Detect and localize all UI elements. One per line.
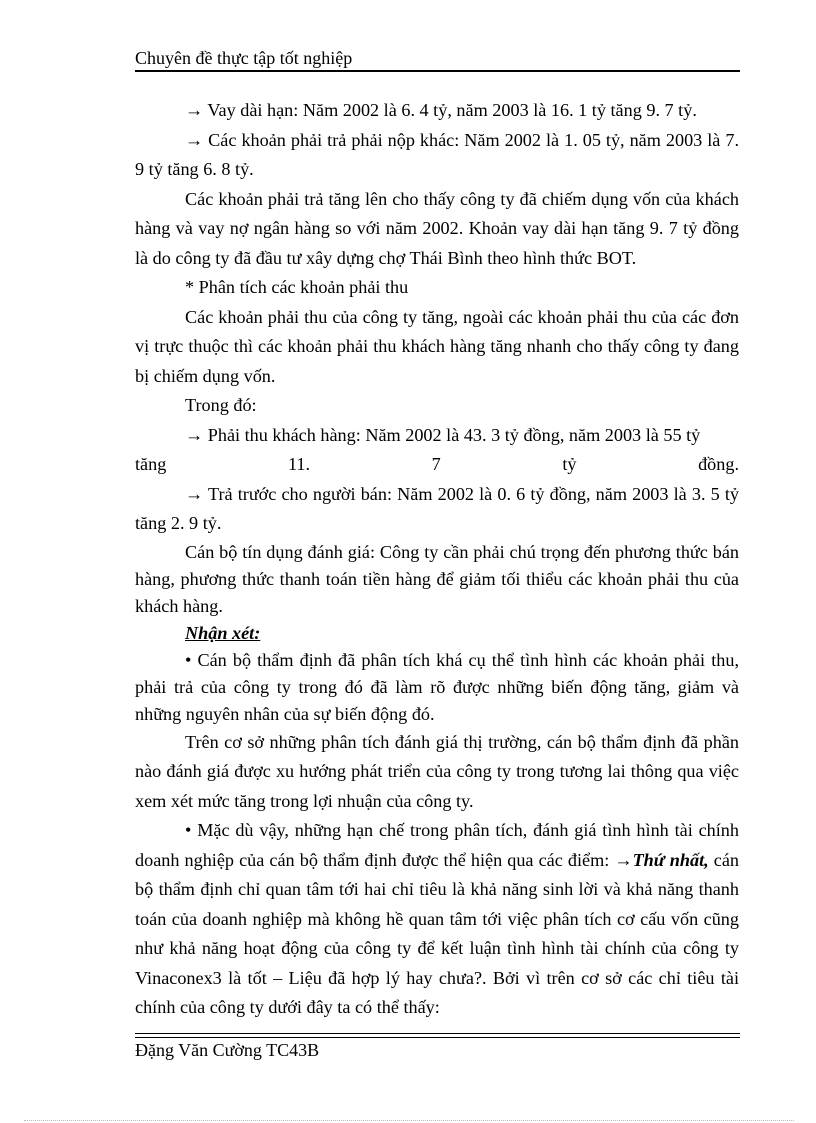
thu-nhat-label: →Thứ nhất,	[614, 849, 709, 870]
paragraph-other-payables: → Các khoản phải trả phải nộp khác: Năm 2002 là 1. 05 tỷ, năm 2003 là 7. 9 tỷ tăng 6. 8 tỷ.	[135, 129, 739, 179]
paragraph-bullet-1: • Cán bộ thẩm định đã phân tích khá cụ thể tình hình các khoản phải thu, phải trả của công ty trong đó đã làm rõ được những biến động tăng, giảm và những nguyên nhân của sự biến động đó.	[135, 649, 739, 724]
paragraph-customer-receivables-cont	[135, 450, 739, 480]
word: tăng	[135, 454, 167, 474]
footer-rule-bottom	[135, 1037, 740, 1038]
paragraph-limitations	[135, 816, 739, 1023]
document-body	[135, 96, 739, 1023]
paragraph-customer-receivables: → Phải thu khách hàng: Năm 2002 là 43. 3 tỷ đồng, năm 2003 là 55 tỷ	[185, 424, 701, 445]
word: tỷ	[562, 454, 577, 474]
header-title: Chuyên đề thực tập tốt nghiệp	[135, 48, 353, 68]
nhan-xet-heading: Nhận xét:	[185, 622, 261, 643]
paragraph-receivables-analysis: Các khoản phải thu của công ty tăng, ngoài các khoản phải thu của các đơn vị trực thuộc thì các khoản phải thu khách hàng tăng nhanh cho thấy công ty đang bị chiếm dụng vốn.	[135, 306, 739, 386]
paragraph-market-analysis: Trên cơ sở những phân tích đánh giá thị trường, cán bộ thẩm định đã phần nào đánh giá được xu hướng phát triển của công ty trong tương lai thông qua việc xem xét mức tăng trong lợi nhuận của công ty.	[135, 731, 739, 811]
word: 7	[431, 454, 441, 474]
paragraph-payables-analysis: Các khoản phải trả tăng lên cho thấy công ty đã chiếm dụng vốn của khách hàng và vay nợ ngân hàng so với năm 2002. Khoản vay dài hạn tăng 9. 7 tỷ đồng là do công ty đã đầu tư xây dựng chợ Thái Bình theo hình thức BOT.	[135, 188, 739, 268]
paragraph-prepayment: → Trả trước cho người bán: Năm 2002 là 0. 6 tỷ đồng, năm 2003 là 3. 5 tỷ tăng 2. 9 tỷ.	[135, 483, 739, 533]
footer-author: Đặng Văn Cường TC43B	[135, 1040, 320, 1060]
paragraph-receivables-heading: * Phân tích các khoản phải thu	[185, 277, 409, 297]
word: đồng.	[698, 454, 739, 474]
paragraph-nhan-xet	[135, 620, 739, 647]
paragraph-trong-do: Trong đó:	[185, 395, 257, 415]
header-rule	[135, 70, 740, 72]
limitations-lead: • Mặc dù vậy, những hạn chế trong phân tích, đánh giá tình hình tài chính doanh nghiệp của cán bộ thẩm định được thể hiện qua các điểm:	[135, 820, 739, 870]
footer-rule-top	[135, 1033, 740, 1034]
limitations-rest: cán bộ thẩm định chỉ quan tâm tới hai chỉ tiêu là khả năng sinh lời và khả năng thanh toán của doanh nghiệp mà không hề quan tâm tới việc phân tích cơ cấu vốn cũng như khả năng hoạt động của công ty để kết luận tình hình tài chính của công ty Vinaconex3 là tốt – Liệu đã hợp lý hay chưa?. Bởi vì trên cơ sở các chỉ tiêu tài chính của công ty dưới đây ta có thể thấy:	[135, 849, 740, 1017]
paragraph-long-term-loan: → Vay dài hạn: Năm 2002 là 6. 4 tỷ, năm 2003 là 16. 1 tỷ tăng 9. 7 tỷ.	[185, 100, 697, 120]
word: 11.	[287, 454, 310, 474]
page-bottom-dotted-line	[24, 1120, 794, 1121]
paragraph-credit-officer-assessment: Cán bộ tín dụng đánh giá: Công ty cần phải chú trọng đến phương thức bán hàng, phương thức thanh toán tiền hàng để giảm tối thiểu các khoản phải thu của khách hàng.	[135, 541, 739, 616]
